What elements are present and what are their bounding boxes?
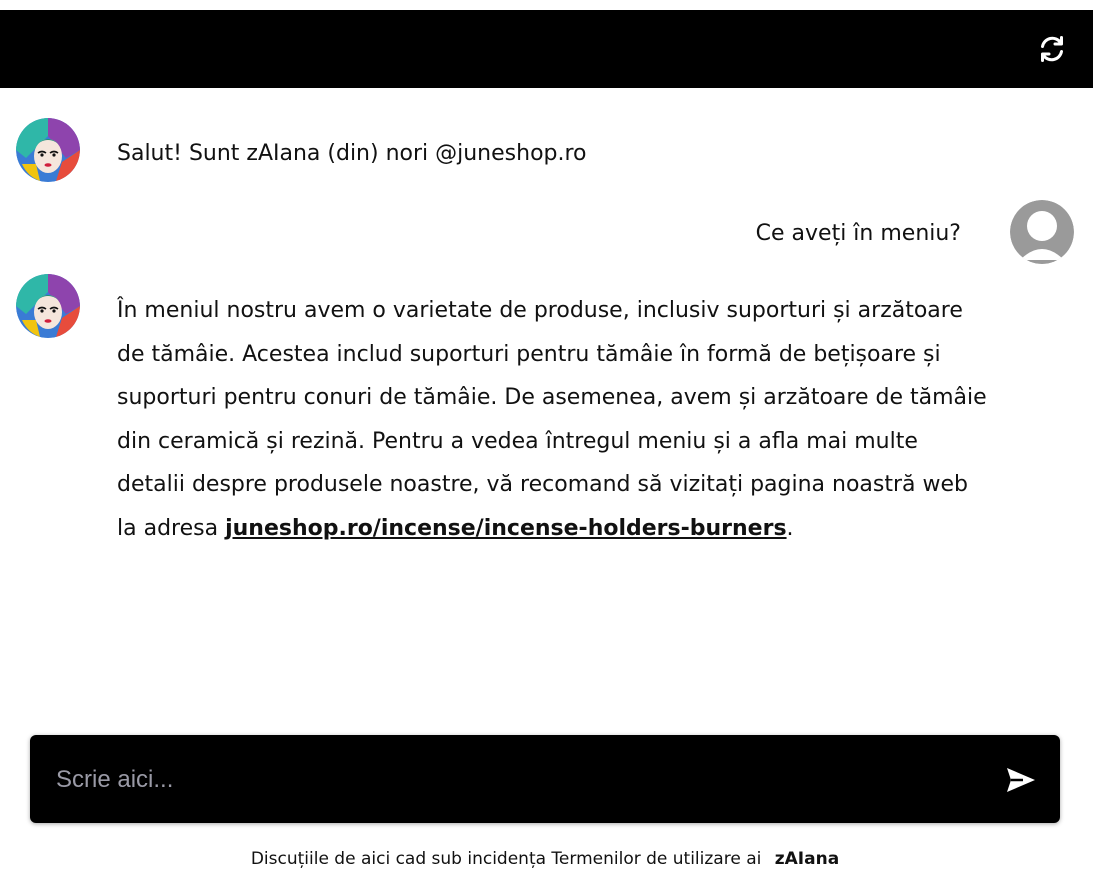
assistant-message-text — [117, 289, 987, 551]
user-avatar-icon — [1010, 200, 1074, 264]
composer — [30, 735, 1060, 823]
bot-avatar-icon — [16, 274, 80, 338]
send-button[interactable] — [1004, 763, 1038, 797]
refresh-button[interactable] — [1035, 32, 1069, 66]
footer-terms — [0, 848, 1090, 870]
assistant-message-text: Salut! Sunt zAIana (din) nori @juneshop.ro — [117, 141, 587, 166]
footer-text: Discuțiile de aici cad sub incidența Termenilor de utilizare ai — [250, 849, 762, 869]
footer-brand[interactable]: zAIana — [774, 849, 840, 869]
assistant-message-end: . — [786, 515, 794, 541]
bot-avatar-icon — [16, 118, 80, 182]
refresh-icon — [1036, 33, 1068, 65]
product-link[interactable]: juneshop.ro/incense/incense-holders-burners — [225, 515, 787, 541]
send-icon — [1005, 766, 1037, 794]
assistant-message-body: În meniul nostru avem o varietate de produse, inclusiv suporturi și arzătoare de tămâie. Acestea includ suporturi pentru tămâie în formă de bețișoare și suporturi pentru conuri de tămâie. De asemenea, avem și arzătoare de tămâie din ceramică și rezină. Pentru a vedea întregul meniu și a afla mai multe detalii despre produsele noastre, vă recomand să vizitați pagina noastră web la adresa — [117, 298, 987, 541]
user-message-text: Ce aveți în meniu? — [755, 221, 961, 246]
header-bar — [0, 10, 1093, 88]
message-input[interactable] — [54, 757, 958, 803]
